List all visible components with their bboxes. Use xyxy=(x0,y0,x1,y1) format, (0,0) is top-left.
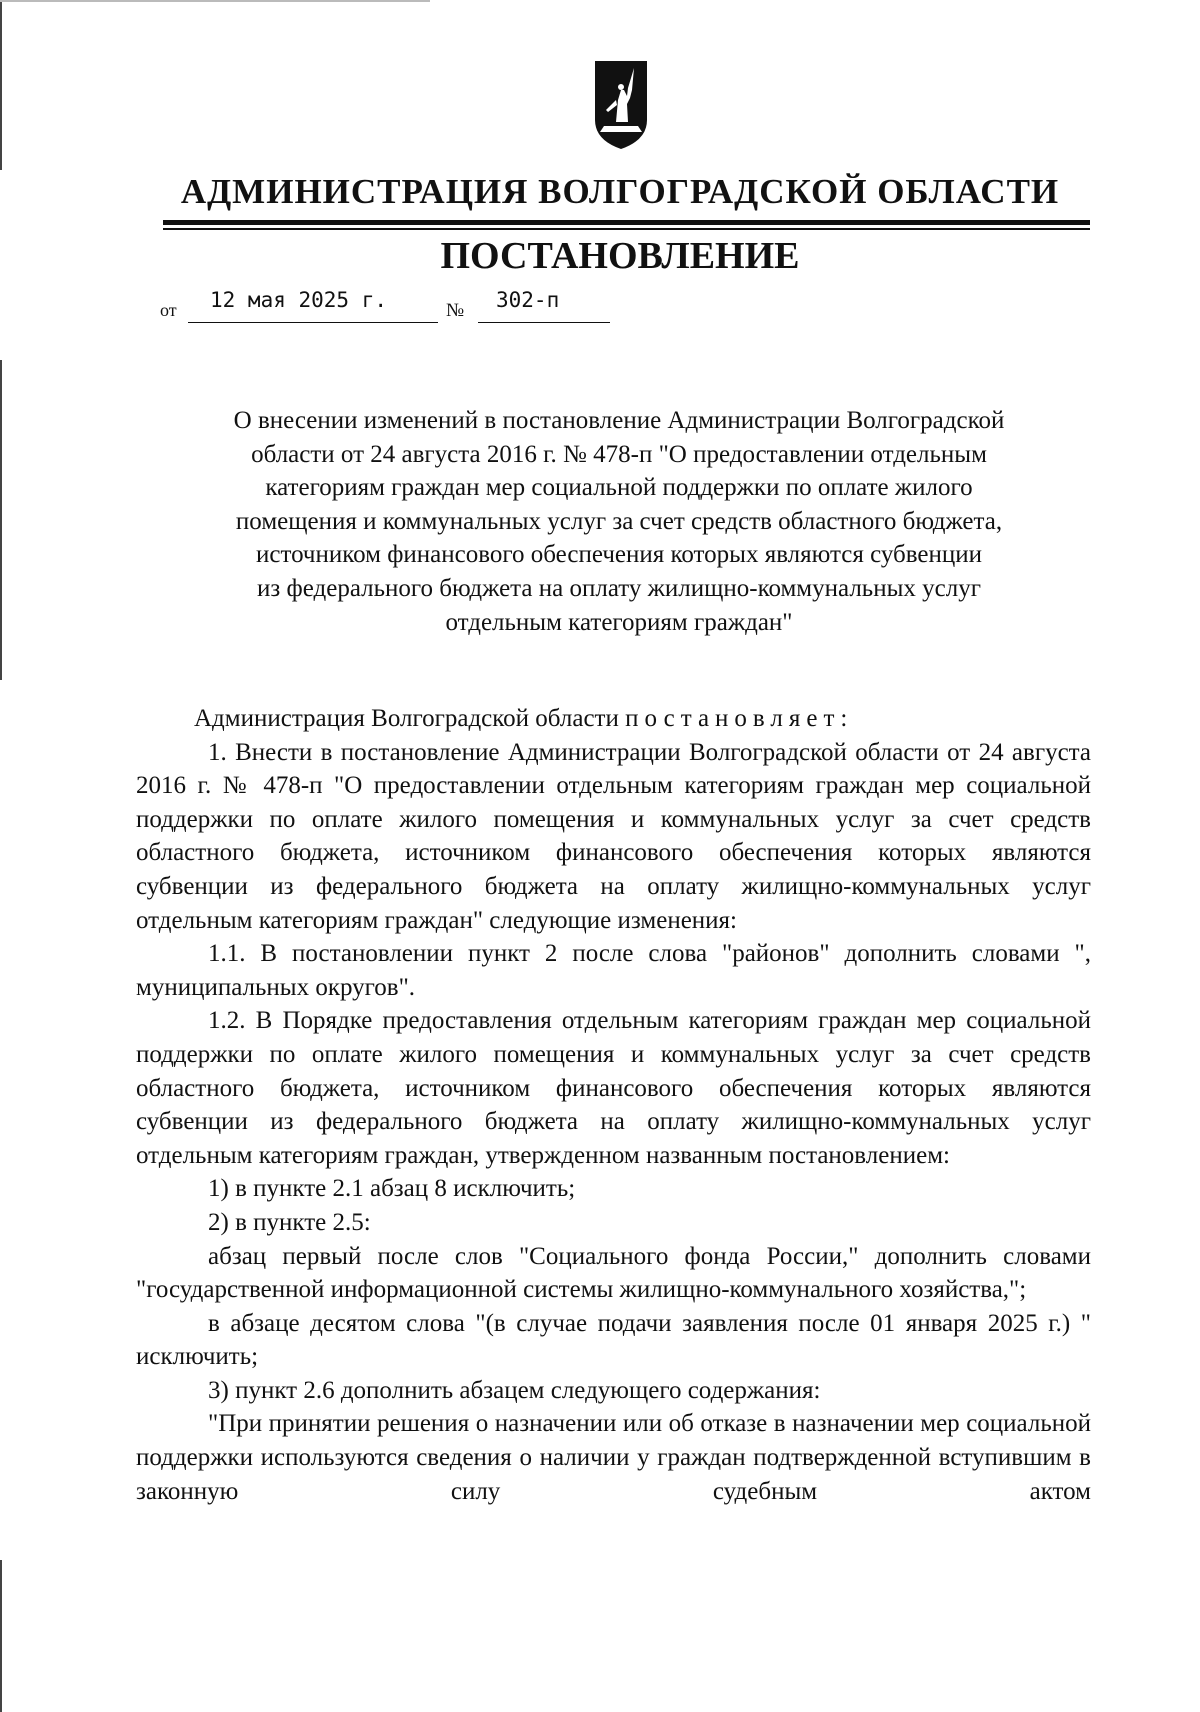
date-value: 12 мая 2025 г. xyxy=(210,288,388,312)
subitem-3-quote: "При принятии решения о назначении или об отказе в назначении мер социальной поддержки используются сведения о наличии у граждан подтвержденной вступившим в законную силу судебным актом xyxy=(136,1410,1091,1505)
number-underline xyxy=(478,322,610,323)
date-label: от xyxy=(160,300,177,320)
header-rule-thin xyxy=(163,228,1090,230)
subject-line: категориям граждан мер социальной поддержки по оплате жилого xyxy=(265,474,973,502)
org-title: АДМИНИСТРАЦИЯ ВОЛГОГРАДСКОЙ ОБЛАСТИ xyxy=(180,172,1060,211)
subject-line: из федерального бюджета на оплату жилищно-коммунальных услуг xyxy=(257,574,981,602)
subject-line: помещения и коммунальных услуг за счет средств областного бюджета, xyxy=(235,507,1003,535)
subitem-2: 2) в пункте 2.5: xyxy=(208,1208,371,1236)
number-label: № xyxy=(446,300,465,321)
subject-line: О внесении изменений в постановление Администрации Волгоградской xyxy=(233,407,1005,434)
doc-type-title: ПОСТАНОВЛЕНИЕ xyxy=(440,235,800,277)
volgograd-region-emblem-icon xyxy=(594,60,648,150)
paragraph-1: 1. Внести в постановление Администрации Волгоградской области от 24 августа 2016 г. № 478-п "О предоставлении отдельным категориям граждан мер социальной поддержки по оплате жилого помещения и коммунальных услуг за счет средств областного бюджета, источником финансового обеспечения которых являются субвенции из федерального бюджета на оплату жилищно-коммунальных услуг отдельным категориям граждан" следующие изменения: xyxy=(136,738,1091,934)
scan-edge-mark xyxy=(0,1560,2,1712)
subitem-3: 3) пункт 2.6 дополнить абзацем следующего содержания: xyxy=(208,1376,821,1404)
number-value: 302-п xyxy=(496,288,560,312)
scan-top-mark xyxy=(0,0,430,2)
header-rule-thick xyxy=(163,220,1090,225)
scan-edge-mark xyxy=(0,0,2,170)
subject-line: области от 24 августа 2016 г. № 478-п "О предоставлении отдельным xyxy=(251,440,987,468)
decree-word: постановляет: xyxy=(625,705,854,732)
subitem-1: 1) в пункте 2.1 абзац 8 исключить; xyxy=(208,1175,576,1203)
subitem-2-para-2: в абзаце десятом слова "(в случае подачи заявления после 01 января 2025 г.) " исключить; xyxy=(136,1309,1091,1371)
paragraph-1-2: 1.2. В Порядке предоставления отдельным категориям граждан мер социальной поддержки по оплате жилого помещения и коммунальных услуг за счет средств областного бюджета, источником финансового обеспечения которых являются субвенции из федерального бюджета на оплату жилищно-коммунальных услуг отдельным категориям граждан, утвержденном названным постановлением: xyxy=(136,1007,1091,1169)
subject-line: источником финансового обеспечения которых являются субвенции xyxy=(256,541,982,569)
subitem-2-para-1: абзац первый после слов "Социального фонда России," дополнить словами "государственной информационной системы жилищно-коммунального хозяйства,"; xyxy=(136,1242,1091,1304)
requisites-row xyxy=(160,288,620,328)
subject-line: отдельным категориям граждан" xyxy=(445,608,793,636)
date-underline xyxy=(188,322,438,323)
document-body xyxy=(136,702,1091,1508)
decree-intro xyxy=(136,702,1091,736)
decree-intro-text: Администрация Волгоградской области xyxy=(194,705,619,732)
document-subject xyxy=(168,404,1070,639)
paragraph-1-1: 1.1. В постановлении пункт 2 после слова "районов" дополнить словами ", муниципальных округов". xyxy=(136,940,1091,1001)
scan-edge-mark xyxy=(0,360,2,680)
